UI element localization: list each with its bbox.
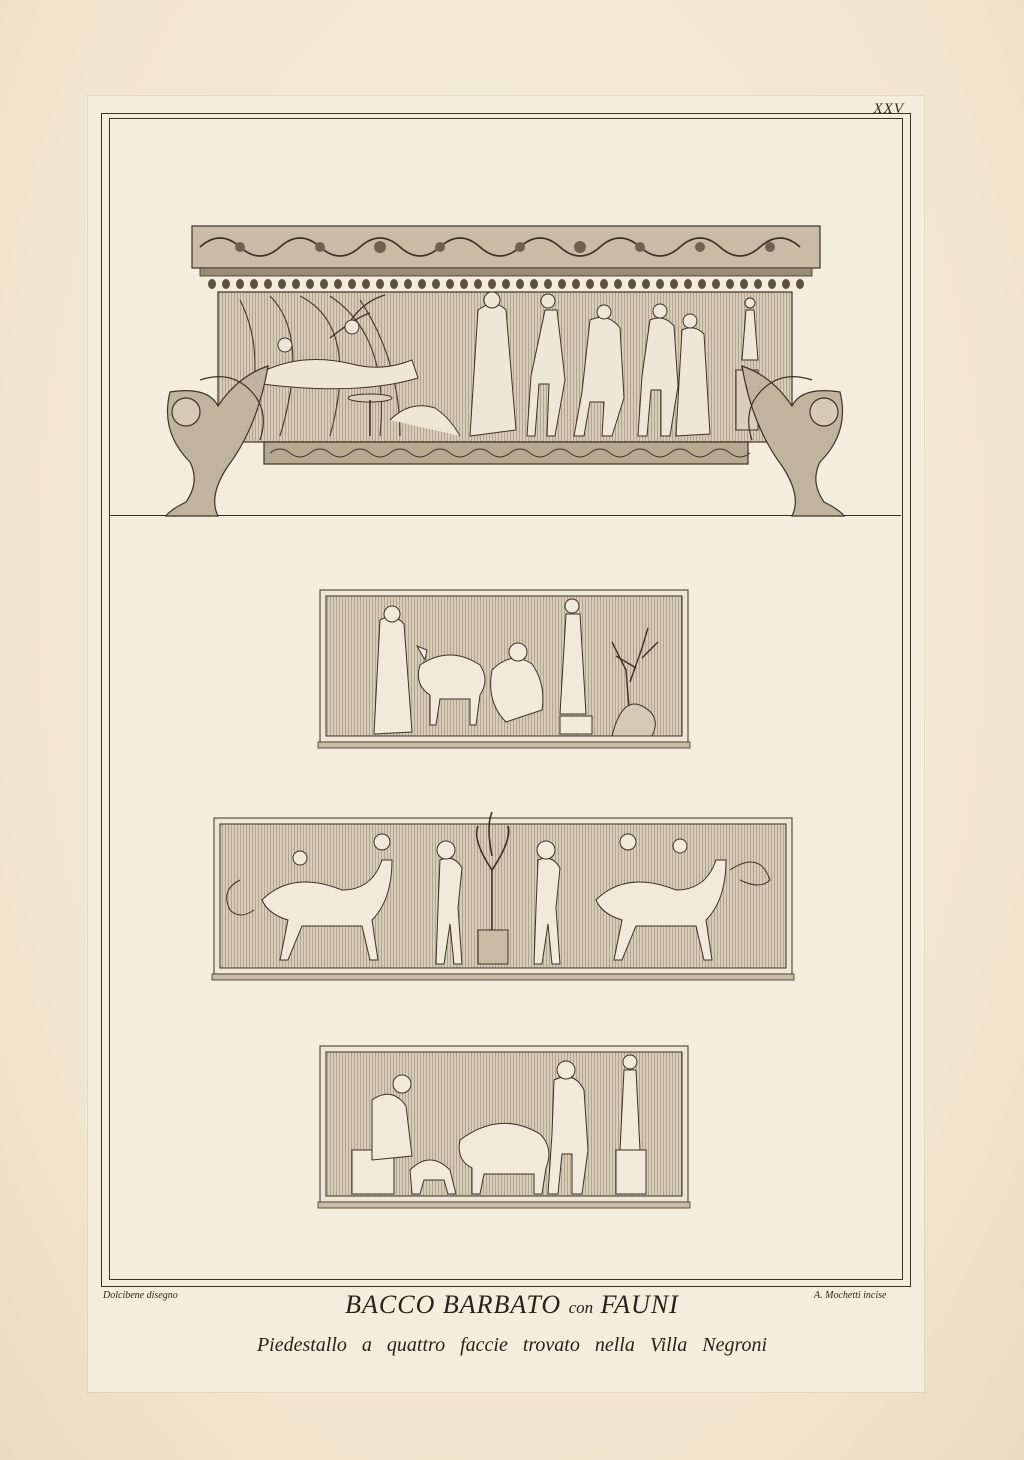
title-connector: con xyxy=(568,1298,594,1317)
title-part-2: FAUNI xyxy=(600,1290,679,1319)
engraver-credit: A. Mochetti incise xyxy=(814,1290,887,1301)
pedestal-front-relief xyxy=(192,226,820,464)
plate-subtitle: Piedestallo a quattro faccie trovato nella Villa Negroni xyxy=(256,1334,768,1356)
title-part-1: BACCO BARBATO xyxy=(345,1290,562,1319)
relief-panel-nymph-goat xyxy=(318,590,690,748)
plate-title xyxy=(0,1290,1024,1320)
plate-number: XXV xyxy=(873,101,904,117)
relief-panel-centaurs-cupids xyxy=(212,812,794,980)
relief-panel-faun-pig xyxy=(318,1046,690,1208)
draughtsman-credit: Dolcibene disegno xyxy=(103,1290,178,1301)
